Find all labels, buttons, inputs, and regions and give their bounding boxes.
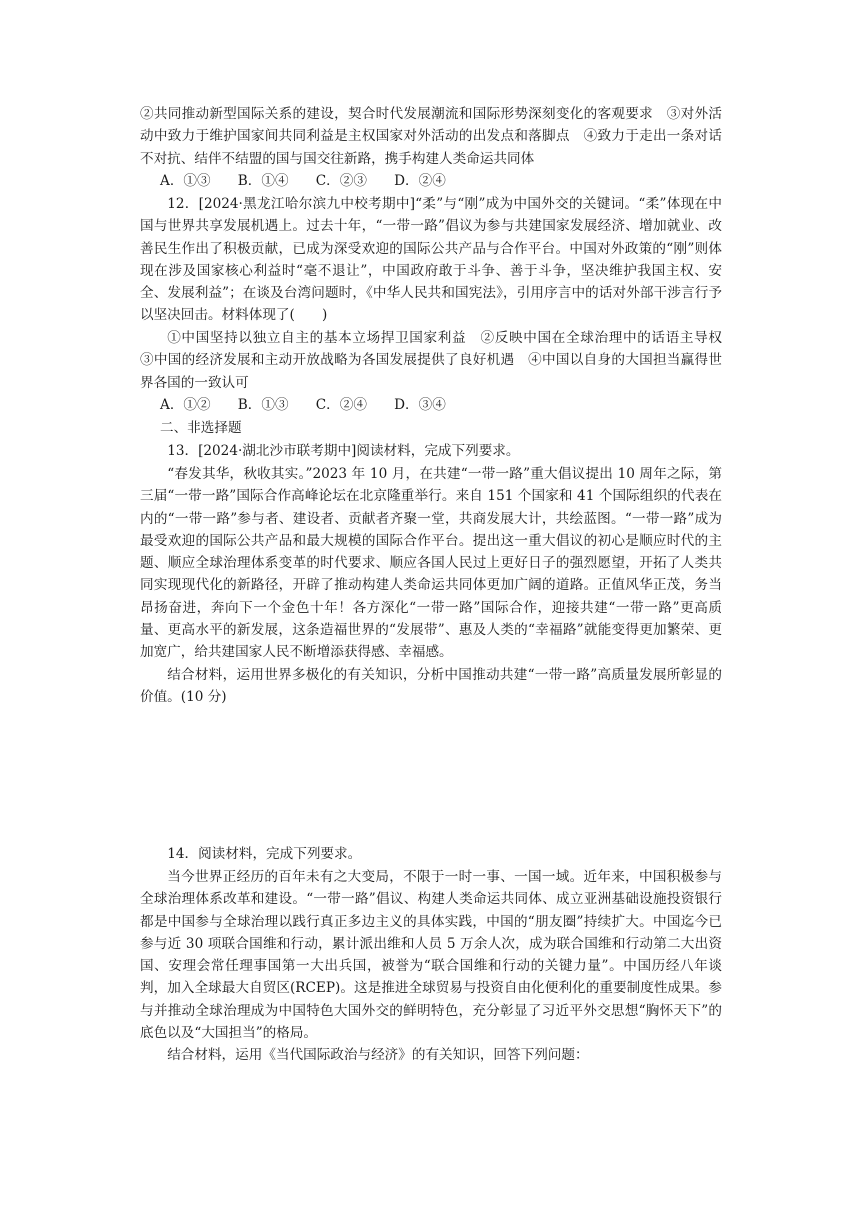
q14-stem: 14．阅读材料，完成下列要求。 <box>167 846 362 862</box>
q12-stem: 12．[2024·黑龙江哈尔滨九中校考期中]“柔”与“刚”成为中国外交的关键词。“柔”体现在中国与世界共享发展机遇上。过去十年，“一带一路”倡议为参与共建国家发展经济、增加就业、改善民生作出了积极贡献，已成为深受欢迎的国际公共产品与合作平台。中国对外政策的“刚”则体现在涉及国家核心利益时“毫不退让”，中国政府敢于斗争、善于斗争，坚决维护我国主权、安全、发展利益”；在谈及台湾问题时，《中华人民共和国宪法》，引用序言中的话对外部干涉言行予以坚决回击。材料体现了( ) <box>140 196 722 324</box>
q13-stem: 13．[2024·湖北沙市联考期中]阅读材料，完成下列要求。 <box>167 443 520 459</box>
q11-options: A．①③ B．①④ C．②③ D．②④ <box>160 173 446 189</box>
q14-material: 当今世界正经历的百年未有之大变局，不限于一时一事、一国一域。近年来，中国积极参与全球治理体系改革和建设。“一带一路”倡议、构建人类命运共同体、成立亚洲基础设施投资银行都是中国参与全球治理以践行真正多边主义的具体实践，中国的“朋友圈”持续扩大。中国迄今已参与近 30 项联合国维和行动，累计派出维和人员 5 万余人次，成为联合国维和行动第二大出资国、安理会常任理事国第一大出兵国，被誉为“联合国维和行动的关键力量”。中国历经八年谈判，加入全球最大自贸区(RCEP)。这是推进全球贸易与投资自由化便利化的重要制度性成果。参与并推动全球治理成为中国特色大国外交的鲜明特色，充分彰显了习近平外交思想“胸怀天下”的底色以及“大国担当”的格局。 <box>140 869 722 1042</box>
q11-statements-continued: ②共同推动新型国际关系的建设，契合时代发展潮流和国际形势深刻变化的客观要求 ③对外活动中致力于维护国家间共同利益是主权国家对外活动的出发点和落脚点 ④致力于走出一条对话不对抗、结伴不结盟的国与国交往新路，携手构建人类命运共同体 <box>140 106 722 167</box>
q13-material: “春发其华，秋收其实。”2023 年 10 月，在共建“一带一路”重大倡议提出 10 周年之际，第三届“一带一路”国际合作高峰论坛在北京隆重举行。来自 151 个国家和 41 个国际组织的代表在内的“一带一路”参与者、建设者、贡献者齐聚一堂，共商发展大计，共绘蓝图。“一带一路”成为最受欢迎的国际公共产品和最大规模的国际合作平台。提出这一重大倡议的初心是顺应时代的主题、顺应全球治理体系变革的时代要求、顺应各国人民过上更好日子的强烈愿望，开拓了人类共同实现现代化的新路径，开辟了推动构建人类命运共同体更加广阔的道路。正值风华正茂，务当昂扬奋进，奔向下一个金色十年！各方深化“一带一路”国际合作，迎接共建“一带一路”更高质量、更高水平的新发展，这条造福世界的“发展带”、惠及人类的“幸福路”就能变得更加繁荣、更加宽广，给共建国家人民不断增添获得感、幸福感。 <box>140 466 722 661</box>
q12-statements: ①中国坚持以独立自主的基本立场捍卫国家利益 ②反映中国在全球治理中的话语主导权 ③中国的经济发展和主动开放战略为各国发展提供了良好机遇 ④中国以自身的大国担当赢得世界各国的一致认可 <box>140 330 736 391</box>
section-heading: 二、非选择题 <box>160 420 242 436</box>
q13-question: 结合材料，运用世界多极化的有关知识，分析中国推动共建“一带一路”高质量发展所彰显的价值。(10 分) <box>140 667 722 706</box>
q12-options: A．①② B．①③ C．②④ D．③④ <box>160 397 446 413</box>
q14-question: 结合材料，运用《当代国际政治与经济》的有关知识，回答下列问题： <box>167 1047 589 1063</box>
